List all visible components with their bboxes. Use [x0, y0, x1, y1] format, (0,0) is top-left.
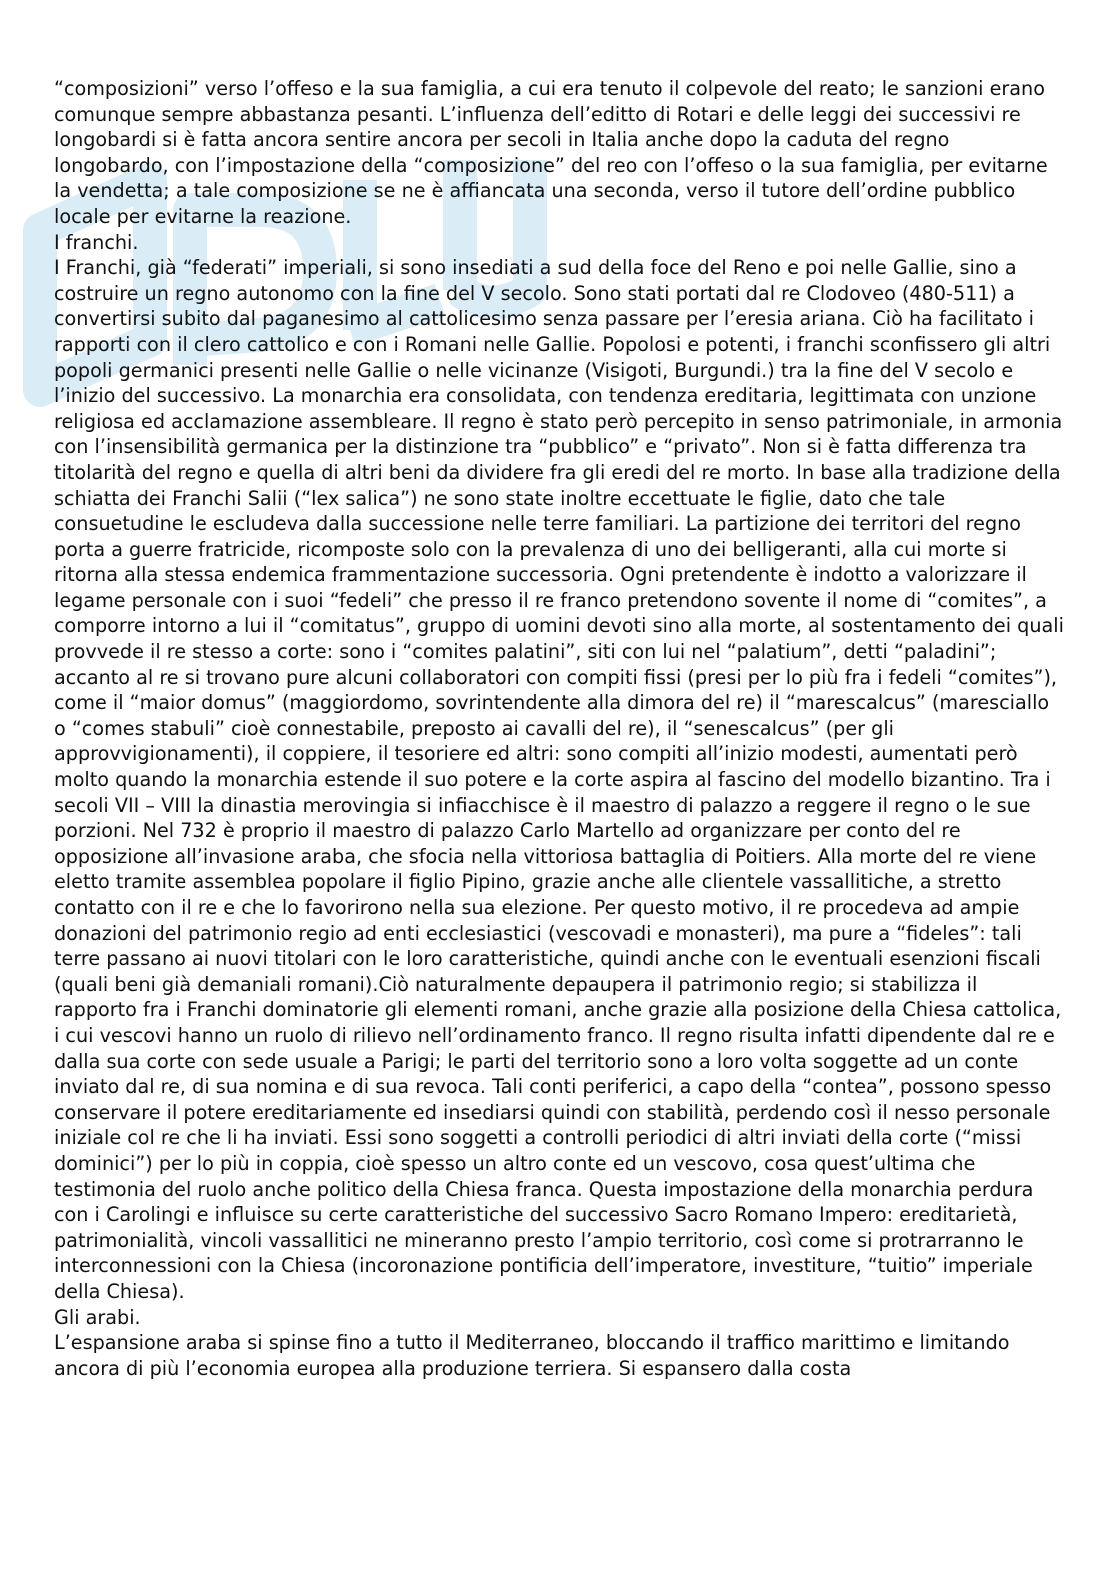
heading-arabi: Gli arabi. [54, 1305, 141, 1329]
document-body [54, 76, 1064, 1381]
paragraph-franchi: I Franchi, già “federati” imperiali, si sono insediati a sud della foce del Reno e poi nelle Gallie, sino a costruire un regno autonomo con la fine del V secolo. Sono stati portati dal re Clodoveo (480-511) a convertirsi subito dal paganesimo al cattolicesimo senza passare per l’eresia ariana. Ciò ha facilitato i rapporti con il clero cattolico e con i Romani nelle Gallie. Popolosi e potenti, i franchi sconfissero gli altri popoli germanici presenti nelle Gallie o nelle vicinanze (Visigoti, Burgundi.) tra la fine del V secolo e l’inizio del successivo. La monarchia era consolidata, con tendenza ereditaria, legittimata con unzione religiosa ed acclamazione assembleare. Il regno è stato però percepito in senso patrimoniale, in armonia con l’insensibilità germanica per la distinzione tra “pubblico” e “privato”. Non si è fatta differenza tra titolarità del regno e quella di altri beni da dividere fra gli eredi del re morto. In base alla tradizione della schiatta dei Franchi Salii (“lex salica”) ne sono state inoltre eccettuate le figlie, dato che tale consuetudine le escludeva dalla successione nelle terre familiari. La partizione dei territori del regno porta a guerre fratricide, ricomposte solo con la prevalenza di uno dei belligeranti, alla cui morte si ritorna alla stessa endemica frammentazione successoria. Ogni pretendente è indotto a valorizzare il legame personale con i suoi “fedeli” che presso il re franco pretendono sovente il nome di “comites”, a comporre intorno a lui il “comitatus”, gruppo di uomini devoti sino alla morte, al sostentamento dei quali provvede il re stesso a corte: sono i “comites palatini”, siti con lui nel “palatium”, detti “paladini”; accanto al re si trovano pure alcuni collaboratori con compiti fissi (presi per lo più fra i fedeli “comites”), come il “maior domus” (maggiordomo, sovrintendente alla dimora del re) il “marescalcus” (maresciallo o “comes stabuli” cioè connestabile, preposto ai cavalli del re), il “senescalcus” (per gli approvvigionamenti), il coppiere, il tesoriere ed altri: sono compiti all’inizio modesti, aumentati però molto quando la monarchia estende il suo potere e la corte aspira al fascino del modello bizantino. Tra i secoli VII – VIII la dinastia merovingia si infiacchisce è il maestro di palazzo a reggere il regno o le sue porzioni. Nel 732 è proprio il maestro di palazzo Carlo Martello ad organizzare per conto del re opposizione all’invasione araba, che sfocia nella vittoriosa battaglia di Poitiers. Alla morte del re viene eletto tramite assemblea popolare il figlio Pipino, grazie anche alle clientele vassallitiche, a stretto contatto con il re e che lo favorirono nella sua elezione. Per questo motivo, il re procedeva ad ampie donazioni del patrimonio regio ad enti ecclesiastici (vescovadi e monasteri), ma pure a “fideles”: tali terre passano ai nuovi titolari con le loro caratteristiche, quindi anche con le eventuali esenzioni fiscali (quali beni già demaniali romani).Ciò naturalmente depaupera il patrimonio regio; si stabilizza il rapporto fra i Franchi dominatorie gli elementi romani, anche grazie alla posizione della Chiesa cattolica, i cui vescovi hanno un ruolo di rilievo nell’ordinamento franco. Il regno risulta infatti dipendente dal re e dalla sua corte con sede usuale a Parigi; le parti del territorio sono a loro volta soggette ad un conte inviato dal re, di sua nomina e di sua revoca. Tali conti periferici, a capo della “contea”, possono spesso conservare il potere ereditariamente ed insediarsi quindi con stabilità, perdendo così il nesso personale iniziale col re che li ha inviati. Essi sono soggetti a controlli periodici di altri inviati della corte (“missi dominici”) per lo più in coppia, cioè spesso un altro conte ed un vescovo, cosa quest’ultima che testimonia del ruolo anche politico della Chiesa franca. Questa impostazione della monarchia perdura con i Carolingi e influisce su certe caratteristiche del successivo Sacro Romano Impero: ereditarietà, patrimonialità, vincoli vassallitici ne mineranno presto l’ampio territorio, così come si protrarranno le interconnessioni con la Chiesa (incoronazione pontificia dell’imperatore, investiture, “tuitio” imperiale della Chiesa). [54, 256, 1064, 1303]
heading-franchi: I franchi. [54, 230, 139, 254]
paragraph-arabi: L’espansione araba si spinse fino a tutto il Mediterraneo, bloccando il traffico marittimo e limitando ancora di più l’economia europea alla produzione terriera. Si espansero dalla costa [54, 1331, 1010, 1380]
paragraph-rotari-conclusion: “composizioni” verso l’offeso e la sua famiglia, a cui era tenuto il colpevole del reato; le sanzioni erano comunque sempre abbastanza pesanti. L’influenza dell’editto di Rotari e delle leggi dei successivi re longobardi si è fatta ancora sentire ancora per secoli in Italia anche dopo la caduta del regno longobardo, con l’impostazione della “composizione” del reo con l’offeso o la sua famiglia, per evitarne la vendetta; a tale composizione se ne è affiancata una seconda, verso il tutore dell’ordine pubblico locale per evitarne la reazione. [54, 77, 1048, 228]
